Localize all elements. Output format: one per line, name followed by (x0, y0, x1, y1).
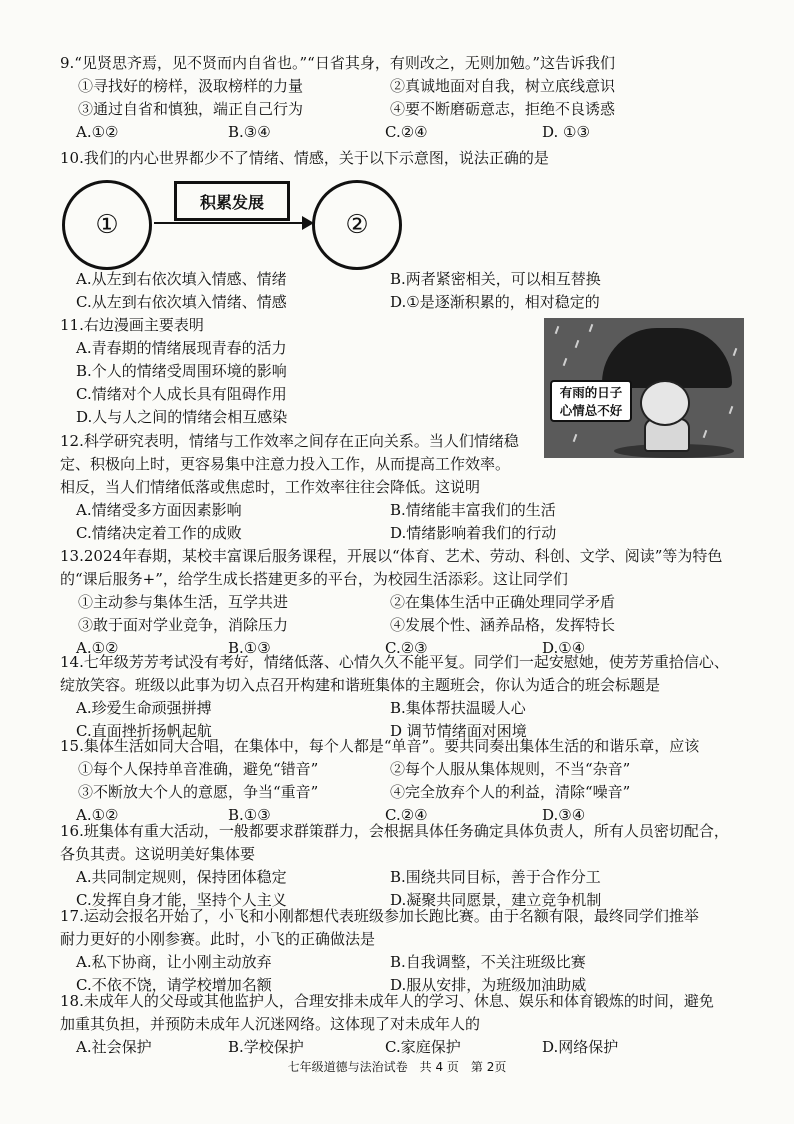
answer-c: C.从左到右依次填入情绪、情感 (76, 293, 287, 311)
question-stem-line-2: 各负其责。这说明美好集体要 (60, 845, 256, 863)
question-stem-line-2: 耐力更好的小刚参赛。此时，小飞的正确做法是 (60, 930, 376, 948)
question-stem-line-2: 加重其负担，并预防未成年人沉迷网络。这体现了对未成年人的 (60, 1015, 481, 1033)
raindrop (575, 340, 580, 348)
answer-a: A.①② (76, 123, 119, 141)
caption-line-1: 有雨的日子 (559, 385, 623, 400)
raindrop (729, 406, 734, 414)
answer-d: D. ①③ (542, 123, 590, 141)
statement-3: ③不断放大个人的意愿，争当“重音” (78, 783, 319, 801)
answer-b: B.③④ (228, 123, 271, 141)
question-stem-line-1: 14.七年级芳芳考试没有考好，情绪低落、心情久久不能平复。同学们一起安慰她，使芳芳重拾信心、 (60, 653, 729, 671)
question-17 (60, 905, 760, 997)
answer-row (60, 291, 760, 314)
answer-b: B.集体帮扶温暖人心 (390, 699, 526, 717)
answer-d: D.人与人之间的情绪会相互感染 (76, 408, 288, 426)
answer-a: A.共同制定规则，保持团体稳定 (76, 868, 287, 886)
diagram-arrow (154, 222, 306, 224)
question-12 (60, 430, 760, 545)
question-15 (60, 735, 760, 827)
statement-4: ④完全放弃个人的利益，清除“噪音” (390, 783, 631, 801)
answer-c: C.家庭保护 (385, 1038, 461, 1056)
page-footer: 七年级道德与法治试卷 共 4 页 第 2页 (287, 1060, 507, 1074)
question-13 (60, 545, 760, 660)
answer-a: A.社会保护 (76, 1038, 152, 1056)
question-stem-line-2: 绽放笑容。班级以此事为切入点召开构建和谐班集体的主题班会，你认为适合的班会标题是 (60, 676, 661, 694)
answer-a: A.珍爱生命顽强拼搏 (76, 699, 212, 717)
question-9 (60, 52, 760, 144)
option-row (60, 75, 760, 98)
question-18 (60, 990, 760, 1059)
answer-d: D.①④ (542, 639, 586, 657)
option-row (60, 758, 760, 781)
statement-2: ②真诚地面对自我，树立底线意识 (390, 77, 616, 95)
answer-row (60, 499, 760, 522)
answer-d: D.①是逐渐积累的，相对稳定的 (390, 293, 600, 311)
question-stem-line-1: 16.班集体有重大活动，一般都要求群策群力，会根据具体任务确定具体负责人，所有人员密切配合， (60, 822, 729, 840)
answer-a: A.①② (76, 806, 119, 824)
answer-d: D.情绪影响着我们的行动 (390, 524, 557, 542)
answer-b: B.围绕共同目标，善于合作分工 (390, 868, 601, 886)
answer-a: A.从左到右依次填入情感、情绪 (76, 270, 287, 288)
statement-4: ④发展个性、涵养品格，发挥特长 (390, 616, 616, 634)
answer-c: C.②③ (385, 639, 428, 657)
question-stem-line-2: 的“课后服务+”，给学生成长搭建更多的平台，为校园生活添彩。这让同学们 (60, 570, 568, 588)
answer-b: B.自我调整，不关注班级比赛 (390, 953, 586, 971)
answer-row (60, 522, 760, 545)
answer-row (60, 951, 760, 974)
question-stem-line-1: 13.2024年春期，某校丰富课后服务课程，开展以“体育、艺术、劳动、科创、文学、阅读”等为特色 (60, 547, 723, 565)
statement-2: ②在集体生活中正确处理同学矛盾 (390, 593, 616, 611)
answer-b: B.①③ (228, 806, 271, 824)
question-14 (60, 651, 760, 743)
raindrop (589, 324, 594, 332)
answer-d: D.网络保护 (542, 1038, 619, 1056)
answer-d: D.③④ (542, 806, 586, 824)
answer-d: D 调节情绪面对困境 (390, 722, 527, 740)
sad-face-icon (640, 380, 690, 426)
statement-1: ①寻找好的榜样，汲取榜样的力量 (78, 77, 304, 95)
option-row (60, 591, 760, 614)
answer-c: C.②④ (385, 123, 428, 141)
question-stem-line-1: 17.运动会报名开始了，小飞和小刚都想代表班级参加长跑比赛。由于名额有限，最终同学们推举 (60, 907, 699, 925)
answer-c: C.②④ (385, 806, 428, 824)
raindrop (563, 358, 568, 366)
answer-c: C.情绪决定着工作的成败 (76, 524, 242, 542)
answer-c: C.不依不饶，请学校增加名额 (76, 976, 272, 994)
diagram-arrow-label: 积累发展 (174, 181, 290, 221)
statement-1: ①主动参与集体生活，互学共进 (78, 593, 289, 611)
question-stem-line-3: 相反，当人们情绪低落或焦虑时，工作效率往往会降低。这说明 (60, 478, 481, 496)
answer-a: A.①② (76, 639, 119, 657)
answer-d: D.服从安排，为班级加油助威 (390, 976, 587, 994)
answer-a: A.私下协商，让小刚主动放弃 (76, 953, 272, 971)
statement-3: ③敢于面对学业竞争，消除压力 (78, 616, 289, 634)
raindrop (555, 326, 560, 334)
answer-c: C.情绪对个人成长具有阻碍作用 (76, 385, 287, 403)
umbrella-icon (602, 328, 732, 388)
answer-row (60, 697, 760, 720)
answer-b: B.①③ (228, 639, 271, 657)
option-row (60, 98, 760, 121)
statement-4: ④要不断磨砺意志，拒绝不良诱惑 (390, 100, 616, 118)
question-stem: 9.“见贤思齐焉，见不贤而内自省也。”“日省其身，有则改之，无则加勉。”这告诉我们 (60, 54, 615, 72)
emotion-diagram (62, 178, 369, 270)
answer-b: B.学校保护 (228, 1038, 304, 1056)
caption-line-2: 心情总不好 (559, 403, 623, 418)
diagram-circle-2: ② (312, 180, 402, 270)
question-stem-line-2: 定、积极向上时，更容易集中注意力投入工作，从而提高工作效率。 (60, 455, 511, 473)
question-16 (60, 820, 760, 912)
question-stem: 10.我们的内心世界都少不了情绪、情感，关于以下示意图，说法正确的是 (60, 149, 549, 167)
question-stem-line-1: 18.未成年人的父母或其他监护人，合理安排未成年人的学习、休息、娱乐和体育锻炼的时间，避免 (60, 992, 714, 1010)
answer-b: B.情绪能丰富我们的生活 (390, 501, 556, 519)
answer-a: A.青春期的情绪展现青春的活力 (76, 339, 287, 357)
question-10-answers (60, 268, 760, 314)
question-10 (60, 147, 760, 170)
statement-2: ②每个人服从集体规则，不当“杂音” (390, 760, 631, 778)
answer-c: C.直面挫折扬帆起航 (76, 722, 212, 740)
answer-b: B.两者紧密相关，可以相互替换 (390, 270, 601, 288)
option-row (60, 781, 760, 804)
statement-1: ①每个人保持单音准确，避免“错音” (78, 760, 319, 778)
question-stem-line-1: 12.科学研究表明，情绪与工作效率之间存在正向关系。当人们情绪稳 (60, 432, 519, 450)
option-row (60, 614, 760, 637)
statement-3: ③通过自省和慎独，端正自己行为 (78, 100, 304, 118)
cartoon-caption (550, 380, 632, 422)
answer-d: D.凝聚共同愿景，建立竞争机制 (390, 891, 602, 909)
diagram-circle-1: ① (62, 180, 152, 270)
answer-row (60, 121, 760, 144)
answer-row (60, 1036, 760, 1059)
answer-c: C.发挥自身才能，坚持个人主义 (76, 891, 287, 909)
answer-row (60, 268, 760, 291)
answer-b: B.个人的情绪受周围环境的影响 (76, 362, 287, 380)
question-stem: 11.右边漫画主要表明 (60, 316, 204, 334)
question-stem: 15.集体生活如同大合唱，在集体中，每个人都是“单音”。要共同奏出集体生活的和谐乐章，应该 (60, 737, 700, 755)
answer-row (60, 866, 760, 889)
raindrop (733, 348, 738, 356)
answer-a: A.情绪受多方面因素影响 (76, 501, 242, 519)
